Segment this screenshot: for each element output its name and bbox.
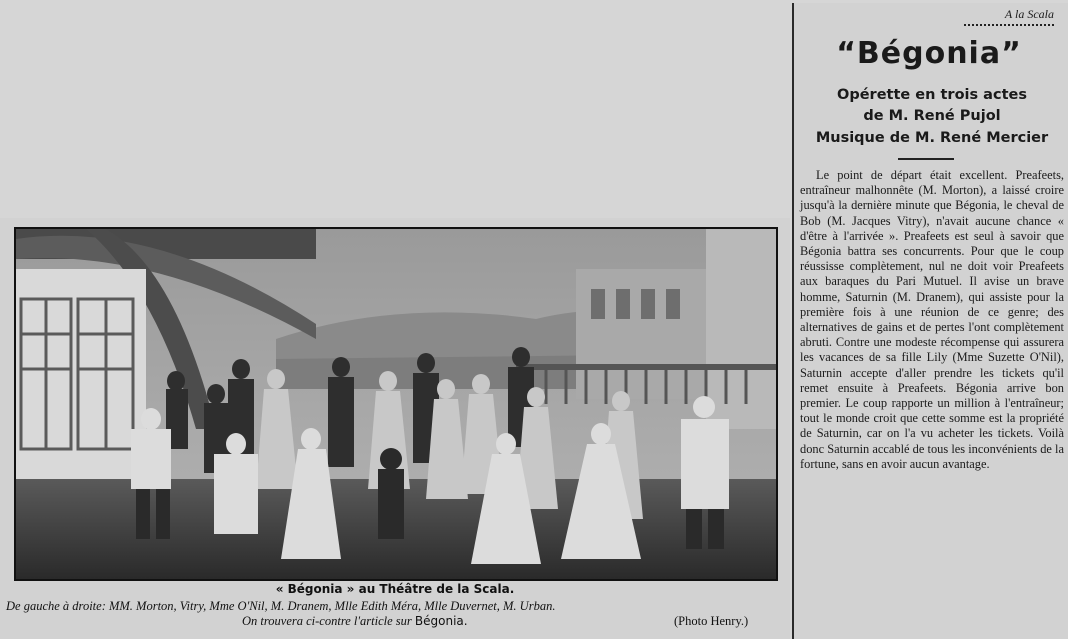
article-title: “Bégonia” <box>836 36 1022 71</box>
running-head: A la Scala <box>964 7 1054 26</box>
subtitle-composer: Musique de M. René Mercier <box>815 130 1049 146</box>
photo-caption-reference <box>6 614 786 629</box>
article-paragraph: Le point de départ était excellent. Preafeets, entraîneur malhonnête (M. Morton), a laissé croire jusqu'à la dernière minute que Bégonia, le cheval de Bob (M. Jacques Vitry), n'avait aucune chance « d'être à l'arrivée ». Preafeets est seul à savoir que Bégonia battra ses concurrents. Pour que le coup réussisse complètement, nul ne doit voir Preafeets aux baraques du Pari Mutuel. Il avise un brave homme, Saturnin (M. Dranem), qui assiste pour la première fois à une réunion de ce genre; des alternatives de gains et de pertes l'ont complètement abruti. Contre une modeste récompense qui assurera les vacances de sa fille Lily (Mme Suzette O'Nil), Saturnin accepte d'aller prendre les tickets qu'il remet ensuite à Preafeets. Bégonia arrive bon premier. Le coup rapporte un million à l'entraîneur; tout le monde croit que cette somme est la propriété de Saturnin, car on l'a vu acheter les tickets. Voilà donc Saturnin accablé de tous les inconvénients de la fortune, sans en avoir aucun avantage. <box>800 168 1064 471</box>
subtitle-genre: Opérette en trois actes <box>837 87 1027 103</box>
photo-block <box>0 218 790 639</box>
photo-caption-names: De gauche à droite: MM. Morton, Vitry, Mme O'Nil, M. Dranem, Mlle Edith Méra, Mlle Duvernet, M. Urban. <box>6 599 556 613</box>
article-body <box>800 168 1064 472</box>
article-column <box>792 3 1068 639</box>
photo-credit: (Photo Henry.) <box>674 614 749 628</box>
title-rule <box>898 158 954 160</box>
stage-photo <box>14 227 778 581</box>
subtitle-author: de M. René Pujol <box>863 108 1001 124</box>
photo-caption-title: « Bégonia » au Théâtre de la Scala. <box>275 582 515 596</box>
caption-reference-text: On trouvera ci-contre l'article sur <box>242 614 412 628</box>
caption-reference-title: Bégonia. <box>414 614 468 628</box>
